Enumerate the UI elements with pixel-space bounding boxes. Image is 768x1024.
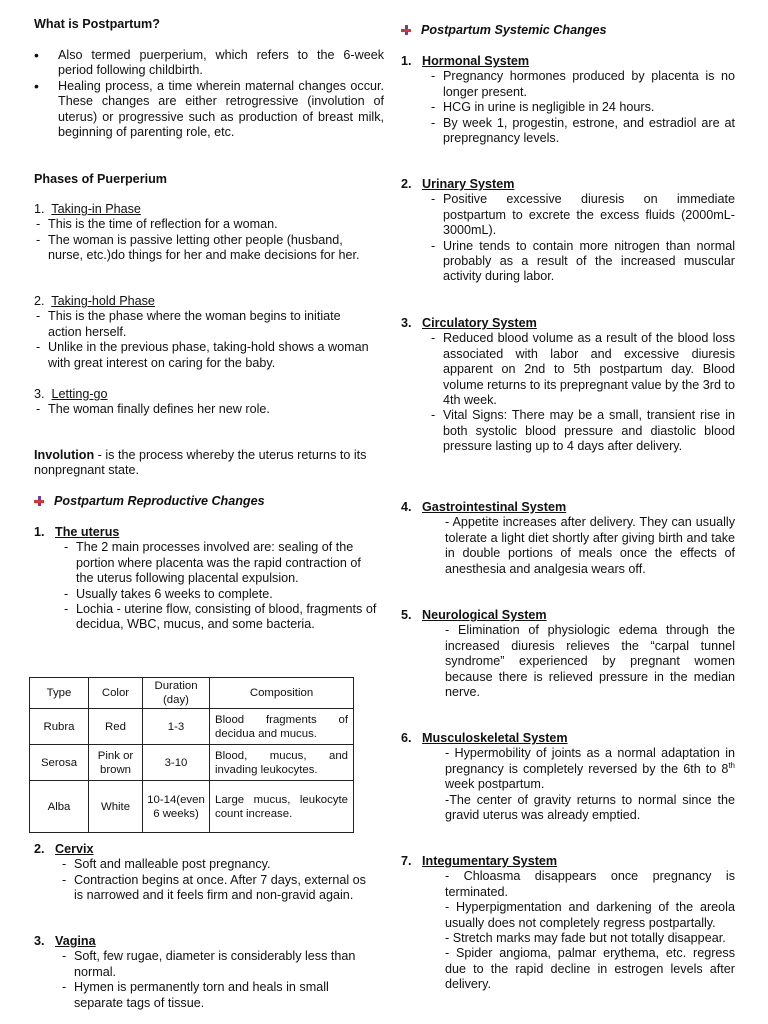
musculoskeletal-section bbox=[401, 731, 737, 823]
cervix-section bbox=[34, 842, 384, 904]
phase-title: 2. Taking-hold Phase bbox=[34, 294, 155, 308]
table-cell: 3-10 bbox=[143, 745, 210, 781]
hormonal-list bbox=[401, 69, 735, 146]
table-cell: Rubra bbox=[30, 709, 89, 745]
list-item: - Soft, few rugae, diameter is considerably less than normal. bbox=[56, 949, 374, 980]
list-item: - By week 1, progestin, estrone, and estradiol are at prepregnancy levels. bbox=[425, 116, 735, 147]
table-cell: 10-14(even 6 weeks) bbox=[143, 781, 210, 833]
gastrointestinal-section bbox=[401, 500, 737, 577]
phase-name: Taking-in Phase bbox=[51, 202, 141, 216]
section-title: 2. Urinary System bbox=[401, 177, 515, 191]
section-title: 7. Integumentary System bbox=[401, 854, 558, 868]
list-item: - Hymen is permanently torn and heals in small separate tags of tissue. bbox=[56, 980, 374, 1011]
table-row bbox=[30, 745, 354, 781]
list-item: - Positive excessive diuresis on immediate postpartum to excrete the excess fluids (2000mL-3000mL). bbox=[425, 192, 735, 238]
list-item: - Usually takes 6 weeks to complete. bbox=[58, 587, 378, 602]
neuro-text: - Elimination of physiologic edema through the increased diuresis relieves the “carpal tunnel syndrome” experienced by pregnant women because there is relieved pressure in the median nerve. bbox=[445, 623, 735, 700]
table-cell: White bbox=[89, 781, 143, 833]
section-title: 4. Gastrointestinal System bbox=[401, 500, 567, 514]
circulatory-section bbox=[401, 316, 737, 455]
table-header-row bbox=[30, 678, 354, 709]
musculo-text-2: -The center of gravity returns to normal since the gravid uterus was already emptied. bbox=[445, 792, 735, 823]
section-title: 1. Hormonal System bbox=[401, 54, 530, 68]
phase-name: Letting-go bbox=[51, 387, 108, 401]
list-item: - Reduced blood volume as a result of the blood loss associated with labor and excessive diuresis apparent on 2nd to 5th postpartum day. Blood volume returns to its prepregnant value by the 3rd to 4th week. bbox=[425, 331, 735, 408]
list-item: - The woman is passive letting other people (husband, nurse, etc.)do things for her and make decisions for her. bbox=[34, 233, 374, 264]
phase-taking-hold bbox=[34, 294, 374, 371]
table-cell: Large mucus, leukocyte count increase. bbox=[210, 781, 354, 833]
table-cell: Alba bbox=[30, 781, 89, 833]
list-item: • Also termed puerperium, which refers to the 6-week period following childbirth. bbox=[32, 48, 384, 79]
hormonal-section bbox=[401, 54, 737, 146]
table-cell: Blood fragments of decidua and mucus. bbox=[210, 709, 354, 745]
list-item: - Stretch marks may fade but not totally disappear. bbox=[445, 931, 726, 946]
section-title: 6. Musculoskeletal System bbox=[401, 731, 568, 745]
list-item: • Healing process, a time wherein maternal changes occur. These changes are either retrogressive (involution of uterus) or progressive such as production of breast milk, beginning of parenting role, etc. bbox=[32, 79, 384, 141]
table-cell: Red bbox=[89, 709, 143, 745]
table-cell: 1-3 bbox=[143, 709, 210, 745]
neurological-section bbox=[401, 608, 737, 700]
list-item: - Vital Signs: There may be a small, transient rise in both systolic blood pressure and diastolic blood pressure lasting up to 4 days after delivery. bbox=[425, 408, 735, 454]
reproductive-changes-heading: Postpartum Reproductive Changes bbox=[34, 494, 265, 509]
list-item: - Spider angioma, palmar erythema, etc. regress due to the rapid decline in estrogen levels after delivery. bbox=[445, 946, 735, 992]
systemic-changes-heading: Postpartum Systemic Changes bbox=[401, 23, 606, 38]
uterus-section bbox=[34, 525, 384, 633]
list-item: - Urine tends to contain more nitrogen than normal probably as a result of the increased muscular activity during labor. bbox=[425, 239, 735, 285]
urinary-section bbox=[401, 177, 737, 285]
section-title: 3. Vagina bbox=[34, 934, 96, 948]
list-item: - Chloasma disappears once pregnancy is terminated. bbox=[445, 869, 735, 899]
musculo-text: - Hypermobility of joints as a normal adaptation in pregnancy is completely reversed by the 6th to 8th week postpartum. bbox=[445, 746, 735, 792]
involution-term: Involution bbox=[34, 448, 95, 462]
list-item: - This is the time of reflection for a woman. bbox=[34, 217, 374, 232]
phase-taking-in bbox=[34, 202, 374, 264]
vagina-list bbox=[34, 949, 374, 1011]
table-row bbox=[30, 781, 354, 833]
involution-text: - is the process whereby the uterus returns to its nonpregnant state. bbox=[34, 448, 367, 478]
lochia-table bbox=[29, 677, 354, 833]
table-cell: Pink or brown bbox=[89, 745, 143, 781]
table-cell: Serosa bbox=[30, 745, 89, 781]
cross-bullet-icon bbox=[34, 496, 44, 506]
list-item: - The woman finally defines her new role. bbox=[34, 402, 374, 417]
list-item: - This is the phase where the woman begins to initiate action herself. bbox=[34, 309, 374, 340]
phases-heading: Phases of Puerperium bbox=[34, 172, 167, 186]
section-title: 5. Neurological System bbox=[401, 608, 547, 622]
list-item: - HCG in urine is negligible in 24 hours. bbox=[425, 100, 735, 115]
list-item: - Hyperpigmentation and darkening of the areola usually does not completely regress postpartally. bbox=[445, 900, 735, 930]
table-row bbox=[30, 709, 354, 745]
section-title: 2. Cervix bbox=[34, 842, 94, 856]
cross-bullet-icon bbox=[401, 25, 411, 35]
what-is-postpartum-heading: What is Postpartum? bbox=[34, 17, 160, 31]
circulatory-list bbox=[401, 331, 735, 454]
phase-name: Taking-hold Phase bbox=[51, 294, 155, 308]
phase-title: 3. Letting-go bbox=[34, 387, 108, 401]
table-header: Type bbox=[30, 678, 89, 709]
list-item: - Unlike in the previous phase, taking-hold shows a woman with great interest on caring for the baby. bbox=[34, 340, 374, 371]
phase-title: 1. Taking-in Phase bbox=[34, 202, 141, 216]
table-header: Composition bbox=[210, 678, 354, 709]
list-item: - Lochia - uterine flow, consisting of blood, fragments of decidua, WBC, mucus, and some bacteria. bbox=[58, 602, 378, 633]
table-cell: Blood, mucus, and invading leukocytes. bbox=[210, 745, 354, 781]
integumentary-list bbox=[401, 869, 735, 992]
cervix-list bbox=[34, 857, 376, 903]
uterus-list bbox=[34, 540, 378, 632]
list-item: - Contraction begins at once. After 7 days, external os is narrowed and it feels firm and non-gravid again. bbox=[56, 873, 376, 904]
phase-letting-go bbox=[34, 387, 374, 418]
section-title: 3. Circulatory System bbox=[401, 316, 537, 330]
involution-definition bbox=[34, 448, 384, 479]
list-item: - Pregnancy hormones produced by placenta is no longer present. bbox=[425, 69, 735, 100]
list-item: - The 2 main processes involved are: sealing of the portion where placenta was the rapid contraction of the uterus following placental expulsion. bbox=[58, 540, 378, 586]
what-is-postpartum-list bbox=[32, 48, 384, 140]
list-item: - Soft and malleable post pregnancy. bbox=[56, 857, 376, 872]
vagina-section bbox=[34, 934, 384, 1011]
urinary-list bbox=[401, 192, 735, 284]
gi-text: - Appetite increases after delivery. They can usually tolerate a light diet shortly after giving birth and take in double portions of meals once the effects of anesthesia and analgesia wears off. bbox=[445, 515, 735, 576]
section-title: 1. The uterus bbox=[34, 525, 120, 539]
integumentary-section bbox=[401, 854, 737, 993]
table-header: Color bbox=[89, 678, 143, 709]
table-header: Duration (day) bbox=[143, 678, 210, 709]
